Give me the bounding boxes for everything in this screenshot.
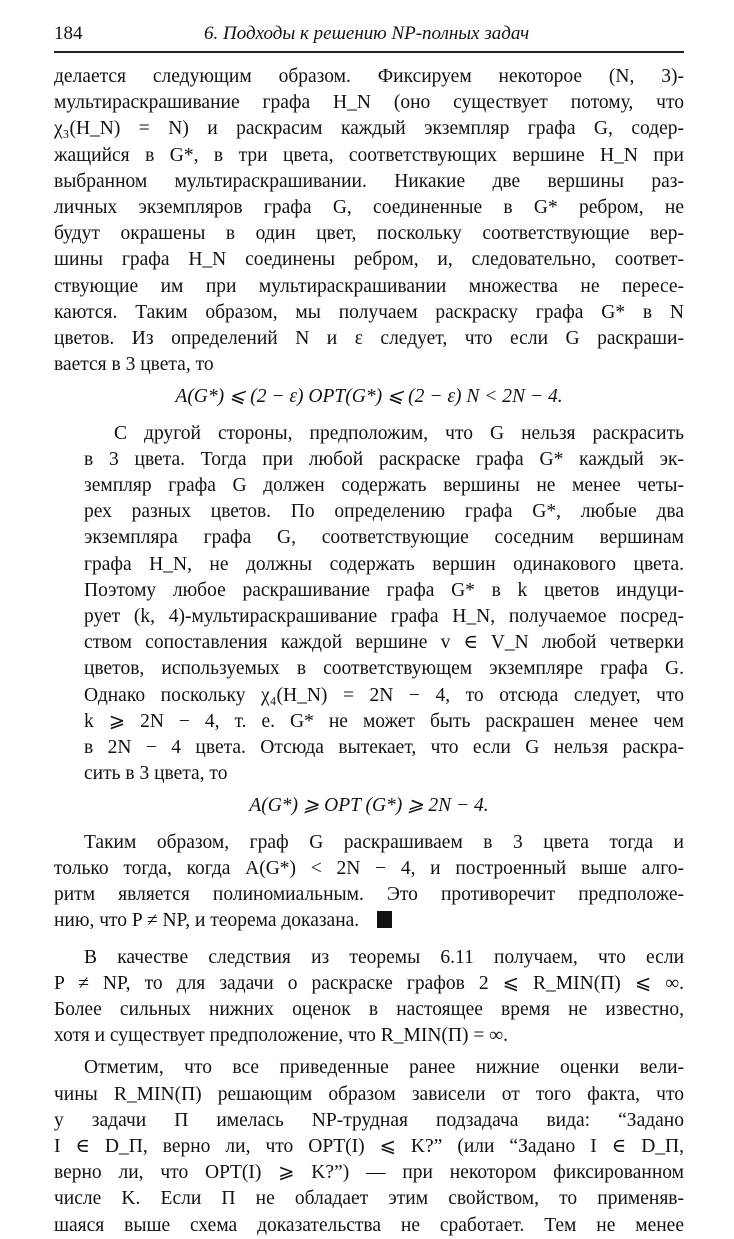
text-line: шаяся выше схема доказательства не сработает. Тем не менее	[54, 1214, 684, 1236]
text-line: делается следующим образом. Фиксируем некоторое (N, 3)-	[54, 66, 684, 87]
text-line: чины R_MIN(Π) решающим образом зависели от того факта, что	[54, 1083, 684, 1105]
text-line: у задачи Π имелась NP-трудная подзадача вида: “Задано	[54, 1109, 684, 1131]
text-line: графа H_N, не должны содержать вершин одинакового цвета.	[84, 553, 684, 575]
formula-2: A(G*) ⩾ OPT (G*) ⩾ 2N − 4.	[249, 795, 489, 817]
text-line: ствующие им при мультираскрашивании множества не пересе-	[54, 275, 684, 297]
text-line: вается в 3 цвета, то	[54, 354, 214, 376]
text-line: земпляр графа G должен содержать вершины не менее четы-	[84, 475, 684, 497]
text-line: Более сильных нижних оценок в настоящее время не известно,	[54, 998, 684, 1020]
text-fragment: нию, что P ≠ NP, и теорема доказана.	[54, 910, 360, 932]
text-line: верно ли, что OPT(I) ⩾ K?”) — при некотором фиксированном	[54, 1162, 684, 1184]
header-rule	[54, 51, 684, 53]
text-line: рех разных цветов. По определению графа G*, любые два	[84, 501, 684, 523]
text-line: сить в 3 цвета, то	[84, 763, 228, 785]
text-line: ством сопоставления каждой вершине v ∈ V_N любой четверки	[84, 632, 684, 654]
text-line: цветов. Из определений N и ε следует, что если G раскраши-	[54, 328, 684, 350]
page-body	[54, 64, 684, 1239]
text-line: каются. Таким образом, мы получаем раскраску графа G* в N	[54, 301, 684, 323]
text-line: будут окрашены в один цвет, поскольку соответствующие вер-	[54, 223, 684, 245]
text-line: k ⩾ 2N − 4, т. е. G* не может быть раскрашен менее чем	[84, 710, 684, 732]
text-line: шины графа H_N соединены ребром, и, следовательно, соответ-	[54, 249, 684, 271]
page-header	[54, 20, 684, 48]
qed-square-icon	[377, 911, 392, 928]
paragraph-4	[54, 945, 684, 1050]
text-line: в 2N − 4 цвета. Отсюда вытекает, что если G нельзя раскра-	[84, 737, 684, 759]
text-line: Поэтому любое раскрашивание графа G* в k цветов индуци-	[84, 579, 684, 601]
text-line: Однако поскольку χ₄(H_N) = 2N − 4, то отсюда следует, что	[84, 684, 684, 706]
text-line: Отметим, что все приведенные ранее нижние оценки вели-	[84, 1057, 684, 1079]
text-line: χ₃(H_N) = N) и раскрасим каждый экземпляр графа G, содер-	[54, 118, 684, 140]
paragraph-1	[54, 64, 684, 378]
text-line: Таким образом, граф G раскрашиваем в 3 цвета тогда и	[84, 831, 684, 853]
text-line: хотя и существует предположение, что R_MIN(Π) = ∞.	[54, 1025, 509, 1047]
text-line	[54, 908, 684, 934]
page-number: 184	[54, 23, 83, 44]
text-line: I ∈ D_Π, верно ли, что OPT(I) ⩽ K?” (или “Задано I ∈ D_Π,	[54, 1135, 684, 1157]
text-line: рует (k, 4)-мультираскрашивание графа H_N, получаемое посред-	[84, 606, 684, 628]
text-line: В качестве следствия из теоремы 6.11 получаем, что если	[84, 946, 684, 968]
running-title: 6. Подходы к решению NP-полных задач	[204, 23, 530, 44]
text-line: цветов, используемых в соответствующем экземпляре графа G.	[84, 658, 684, 680]
text-line: выбранном мультираскрашивании. Никакие две вершины раз-	[54, 170, 684, 192]
text-line: личных экземпляров графа G, соединенные в G* ребром, не	[54, 197, 684, 219]
text-line: P ≠ NP, то для задачи о раскраске графов 2 ⩽ R_MIN(Π) ⩽ ∞.	[54, 972, 684, 994]
formula-1: A(G*) ⩽ (2 − ε) OPT(G*) ⩽ (2 − ε) N < 2N − 4.	[175, 386, 563, 408]
text-line: только тогда, когда A(G*) < 2N − 4, и построенный выше алго-	[54, 857, 684, 879]
paragraph-3	[54, 830, 684, 935]
text-line: числе K. Если Π не обладает этим свойством, то применяв-	[54, 1188, 684, 1210]
paragraph-5	[54, 1055, 684, 1238]
text-line: С другой стороны, предположим, что G нельзя раскрасить	[114, 422, 684, 444]
text-line: жащийся в G*, в три цвета, соответствующих вершине H_N при	[54, 144, 684, 166]
text-line: мультираскрашивание графа H_N (оно существует потому, что	[54, 92, 684, 114]
paragraph-2	[54, 421, 684, 788]
text-line: в 3 цвета. Тогда при любой раскраске графа G* каждый эк-	[84, 448, 684, 470]
spacer	[54, 935, 684, 945]
text-line: ритм является полиномиальным. Это противоречит предположе-	[54, 884, 684, 906]
text-line: экземпляра графа G, соответствующие соседним вершинам	[84, 527, 684, 549]
